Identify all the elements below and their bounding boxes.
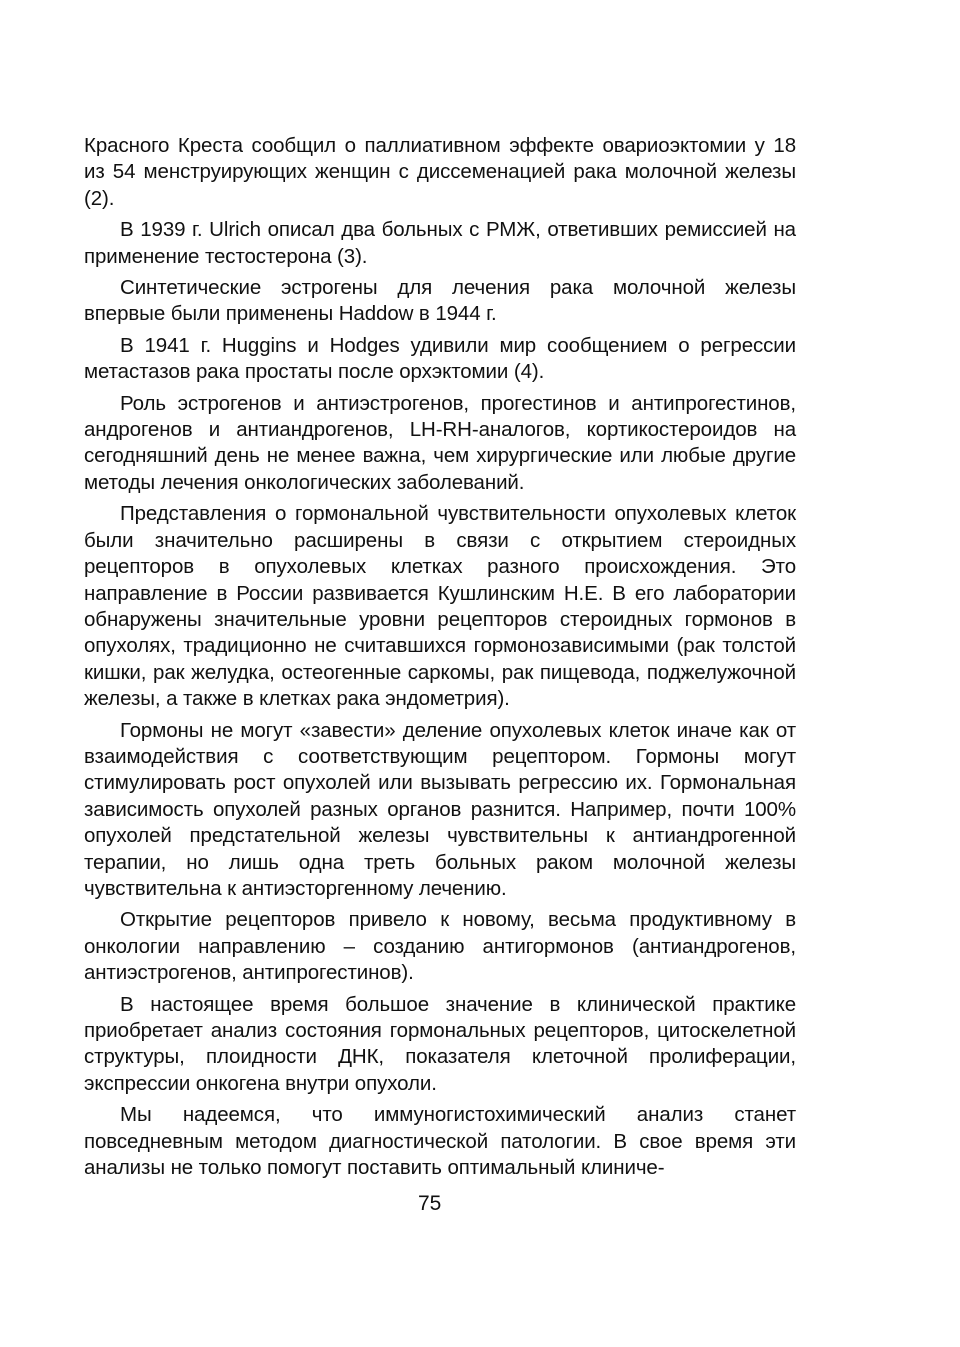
paragraph-10: Мы надеемся, что иммуногистохимический анализ станет повседневным методом диагностической патологии. В свое время эти анализы не только помогут поставить оптимальный клиниче-: [84, 1103, 796, 1180]
body-text: [84, 133, 796, 1186]
paragraph-2: В 1939 г. Ulrich описал два больных с РМЖ, ответивших ремиссией на применение тестостерона (3).: [84, 218, 796, 268]
paragraph-4: В 1941 г. Huggins и Hodges удивили мир сообщением о регрессии метастазов рака простаты после орхэктомии (4).: [84, 333, 796, 384]
paragraph-9: В настоящее время большое значение в клинической практике приобретает анализ состояния гормональных рецепторов, цитоскелетной структуры, плоидности ДНК, показателя клеточной пролиферации, экспрессии онкогена внутри опухоли.: [84, 992, 796, 1095]
paragraph-3: Синтетические эстрогены для лечения рака молочной железы впервые были применены Haddow в 1944 г.: [84, 276, 796, 326]
paragraph-7: Гормоны не могут «завести» деление опухолевых клеток иначе как от взаимодействия с соответствующим рецептором. Гормоны могут стимулировать рост опухолей или вызывать регрессию их. Гормональная зависимость опухолей разных органов разнится. Например, почти 100% опухолей предстательной железы чувствительны к антиандрогенной терапии, но лишь одна треть больных раком молочной железы чувствительна к антиэсторгенному лечению.: [84, 718, 796, 900]
paragraph-6: Представления о гормональной чувствительности опухолевых клеток были значительно расширены в связи с открытием стероидных рецепторов в опухолевых клетках разного происхождения. Это направление в России развивается Кушлинским Н.Е. В его лаборатории обнаружены значительные уровни рецепторов стероидных гормонов в опухолях, традиционно не считавшихся гормонозависимыми (рак толстой кишки, рак желудка, остеогенные саркомы, рак пищевода, поджелужочной железы, а также в клетках рака эндометрия).: [84, 502, 796, 711]
paragraph-8: Открытие рецепторов привело к новому, весьма продуктивному в онкологии направлению – созданию антигормонов (антиандрогенов, антиэстрогенов, антипрогестинов).: [84, 908, 796, 985]
page-number: 75: [418, 1192, 442, 1215]
paragraph-1: Красного Креста сообщил о паллиативном эффекте овариоэктомии у 18 из 54 менструирующих женщин с диссеменацией рака молочной железы (2).: [84, 134, 796, 210]
paragraph-5: Роль эстрогенов и антиэстрогенов, прогестинов и антипрогестинов, андрогенов и антиандрогенов, LH-RH-аналогов, кортикостероидов на сегодняшний день не менее важна, чем хирургические или любые другие методы лечения онкологических заболеваний.: [84, 391, 796, 494]
